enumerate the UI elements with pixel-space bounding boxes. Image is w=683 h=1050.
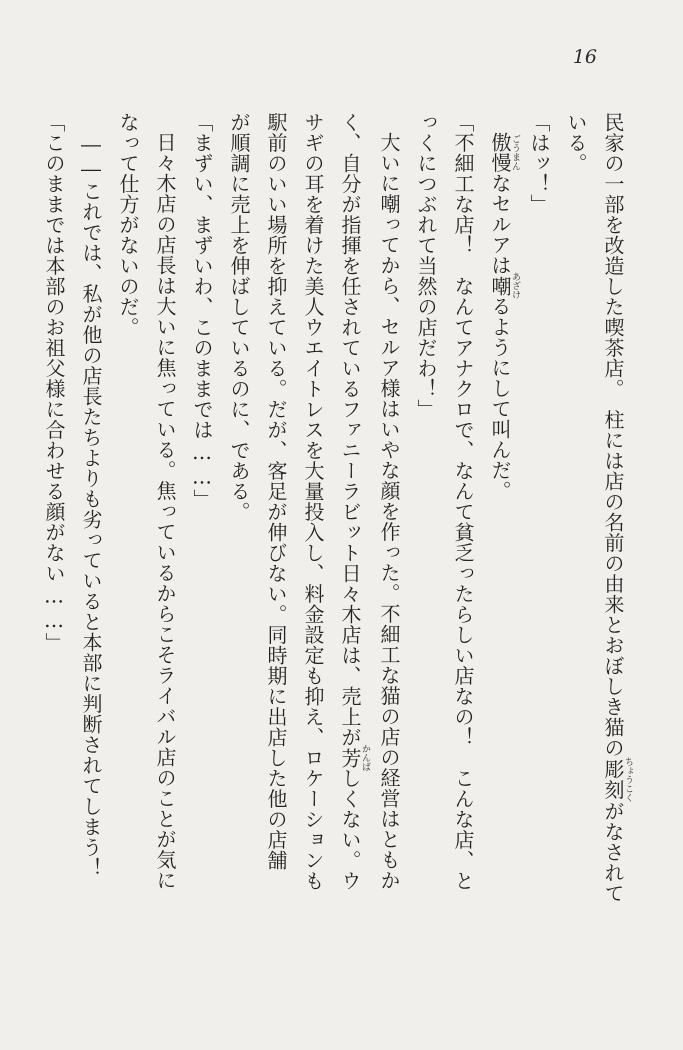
ruby-annotated-text: 芳かんば [338, 744, 370, 772]
text-line: 大いに嘲ってから、セルア様はいやな顔を作った。不細工な猫の店の経営はともか [377, 132, 401, 891]
text-line: っくにつぶれて当然の店だわ！」 [414, 112, 438, 420]
furigana: かんば [360, 744, 370, 772]
text-line: 「このままでは本部のお祖父様に合わせる顔がない……」 [42, 112, 66, 653]
text-line: 「はッ！」 [527, 112, 551, 215]
text-line: 駅前のいい場所を抑えている。だが、客足が伸びない。同時期に出店した他の店舗 [264, 112, 288, 871]
ruby-annotated-text: 嘲あざけ [488, 272, 520, 300]
ruby-annotated-text: 傲慢ごうまん [488, 132, 520, 173]
text-line: サギの耳を着けた美人ウエイトレスを大量投入し、料金設定も抑え、ロケーションも [301, 112, 325, 891]
furigana: あざけ [510, 272, 520, 300]
page-number: 16 [572, 46, 597, 68]
furigana: ちょうこく [623, 757, 633, 802]
text-line: が順調に売上を伸ばしているのに、である。 [227, 112, 251, 522]
text-column-container [35, 112, 633, 1002]
text-line: なって仕方がないのだ。 [116, 112, 140, 338]
text-line: 民家の一部を改造した喫茶店。 柱には店の名前の由来とおぼしき猫の彫刻ちょうこくがなされて [601, 112, 633, 904]
text-line: く、自分が指揮を任されているファニーラビット日々木店は、売上が芳かんばしくない。ウ [338, 112, 370, 891]
text-line: 「不細工な店！ なんてアナクロで、なんて貧乏ったらしい店なの！ こんな店、と [451, 112, 475, 891]
text-line: ――これでは、私が他の店長たちよりも劣っていると本部に判断されてしまう！ [79, 132, 103, 878]
text-line: いる。 [564, 112, 588, 174]
ruby-annotated-text: 彫刻ちょうこく [601, 757, 633, 802]
text-line: 日々木店の店長は大いに焦っている。焦っているからこそライバル店のことが気に [153, 132, 177, 891]
furigana: ごうまん [510, 132, 520, 173]
text-line: 「まずい、まずいわ、このままでは……」 [190, 112, 214, 510]
text-line: 傲慢ごうまんなセルアは嘲あざけるようにして叫んだ。 [488, 132, 520, 501]
